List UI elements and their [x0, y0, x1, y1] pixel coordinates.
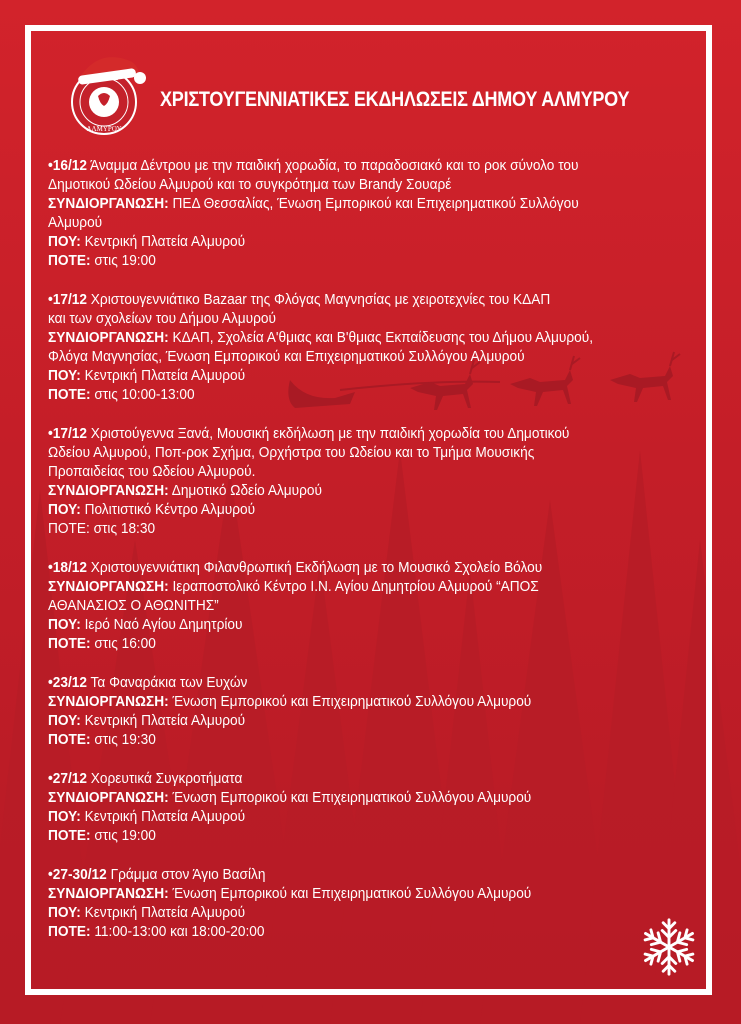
event-title-line — [48, 310, 675, 329]
event-organizer-line — [48, 789, 675, 808]
event-item — [48, 770, 708, 846]
event-title: Χορευτικά Συγκροτήματα — [87, 771, 243, 787]
where-label: ΠΟΥ: — [48, 502, 81, 518]
when-text: στις 10:00-13:00 — [90, 387, 195, 403]
event-where-line — [48, 367, 675, 386]
event-title-line — [48, 425, 675, 444]
event-organizer-line — [48, 195, 675, 214]
event-date: •27/12 — [48, 771, 88, 787]
event-organizer-line — [48, 348, 675, 367]
where-label: ΠΟΥ: — [48, 809, 81, 825]
where-text: Κεντρική Πλατεία Αλμυρού — [80, 713, 246, 729]
where-label: ΠΟΥ: — [48, 234, 81, 250]
event-organizer-line — [48, 578, 675, 597]
event-item — [48, 291, 708, 405]
event-where-line — [48, 904, 675, 923]
org-label: ΣΥΝΔΙΟΡΓΑΝΩΣΗ: — [48, 330, 169, 346]
event-organizer-line — [48, 329, 675, 348]
event-title: Γράμμα στον Άγιο Βασίλη — [106, 867, 266, 883]
event-when-line — [48, 520, 675, 539]
event-title: Τα Φαναράκια των Ευχών — [87, 675, 248, 691]
event-title: Προπαιδείας του Ωδείου Αλμυρού. — [48, 464, 256, 480]
event-title: και των σχολείων του Δήμου Αλμυρού — [48, 311, 277, 327]
where-text: Κεντρική Πλατεία Αλμυρού — [80, 905, 246, 921]
event-where-line — [48, 501, 675, 520]
event-item — [48, 866, 708, 942]
event-title-line — [48, 559, 675, 578]
event-organizer-line — [48, 885, 675, 904]
when-label: ΠΟΤΕ: — [48, 387, 91, 403]
logo-bottom-text: ΑΛΜΥΡΟΥ — [86, 125, 122, 133]
where-text: Κεντρική Πλατεία Αλμυρού — [80, 368, 246, 384]
events-list — [48, 157, 708, 962]
event-title-line — [48, 866, 675, 885]
event-item — [48, 674, 708, 750]
event-when-line — [48, 923, 675, 942]
org-text: ΚΔΑΠ, Σχολεία Α'θμιας και Β'θμιας Εκπαίδευσης του Δήμου Αλμυρού, — [168, 330, 594, 346]
when-text: στις 19:00 — [90, 253, 156, 269]
event-where-line — [48, 712, 675, 731]
event-date: •18/12 — [48, 560, 88, 576]
page-title: ΧΡΙΣΤΟΥΓΕΝΝΙΑΤΙΚΕΣ ΕΚΔΗΛΩΣΕΙΣ ΔΗΜΟΥ ΑΛΜΥΡΟΥ — [160, 88, 630, 111]
when-label: ΠΟΤΕ: — [48, 636, 91, 652]
org-text: Φλόγα Μαγνησίας, Ένωση Εμπορικού και Επιχειρηματικού Συλλόγου Αλμυρού — [48, 349, 525, 365]
where-label: ΠΟΥ: — [48, 368, 81, 384]
org-text: Ένωση Εμπορικού και Επιχειρηματικού Συλλόγου Αλμυρού — [168, 790, 532, 806]
event-title-line — [48, 176, 675, 195]
org-text: Ένωση Εμπορικού και Επιχειρηματικού Συλλόγου Αλμυρού — [168, 886, 532, 902]
where-text: Πολιτιστικό Κέντρο Αλμυρού — [80, 502, 256, 518]
when-text: 11:00-13:00 και 18:00-20:00 — [90, 924, 265, 940]
where-label: ΠΟΥ: — [48, 617, 81, 633]
when-label: ΠΟΤΕ: — [48, 521, 90, 537]
event-organizer-line — [48, 597, 675, 616]
org-text: Δημοτικό Ωδείο Αλμυρού — [168, 483, 323, 499]
event-organizer-line — [48, 214, 675, 233]
org-text: ΑΘΑΝΑΣΙΟΣ Ο ΑΘΩΝΙΤΗΣ” — [48, 598, 219, 614]
when-label: ΠΟΤΕ: — [48, 253, 91, 269]
event-title: Δημοτικού Ωδείου Αλμυρού και το συγκρότημα των Brandy Σουαρέ — [48, 177, 452, 193]
event-organizer-line — [48, 482, 675, 501]
when-text: στις 18:30 — [89, 521, 156, 537]
when-text: στις 19:30 — [90, 732, 156, 748]
event-where-line — [48, 616, 675, 635]
event-date: •16/12 — [48, 158, 88, 174]
event-item — [48, 157, 708, 271]
org-label: ΣΥΝΔΙΟΡΓΑΝΩΣΗ: — [48, 790, 169, 806]
where-text: Κεντρική Πλατεία Αλμυρού — [80, 809, 246, 825]
event-title-line — [48, 770, 675, 789]
event-title: Χριστούγεννα Ξανά, Μουσική εκδήλωση με την παιδική χορωδία του Δημοτικού — [87, 426, 570, 442]
event-when-line — [48, 827, 675, 846]
when-label: ΠΟΤΕ: — [48, 924, 91, 940]
where-text: Κεντρική Πλατεία Αλμυρού — [80, 234, 246, 250]
event-when-line — [48, 386, 675, 405]
org-label: ΣΥΝΔΙΟΡΓΑΝΩΣΗ: — [48, 579, 169, 595]
event-title-line — [48, 674, 675, 693]
event-title: Χριστουγεννιάτικο Bazaar της Φλόγας Μαγνησίας με χειροτεχνίες του ΚΔΑΠ — [87, 292, 551, 308]
event-when-line — [48, 252, 675, 271]
org-text: ΠΕΔ Θεσσαλίας, Ένωση Εμπορικού και Επιχειρηματικού Συλλόγου — [168, 196, 579, 212]
where-text: Ιερό Ναό Αγίου Δημητρίου — [80, 617, 243, 633]
event-organizer-line — [48, 693, 675, 712]
when-label: ΠΟΤΕ: — [48, 732, 91, 748]
when-label: ΠΟΤΕ: — [48, 828, 91, 844]
event-date: •23/12 — [48, 675, 88, 691]
org-label: ΣΥΝΔΙΟΡΓΑΝΩΣΗ: — [48, 483, 169, 499]
event-date: •27-30/12 — [48, 867, 107, 883]
event-where-line — [48, 233, 675, 252]
event-title-line — [48, 463, 675, 482]
snowflake-icon — [638, 916, 700, 978]
when-text: στις 16:00 — [90, 636, 156, 652]
org-label: ΣΥΝΔΙΟΡΓΑΝΩΣΗ: — [48, 694, 169, 710]
event-date: •17/12 — [48, 426, 88, 442]
event-title: Ωδείου Αλμυρού, Ποπ-ροκ Σχήμα, Ορχήστρα του Ωδείου και το Τμήμα Μουσικής — [48, 445, 535, 461]
event-title: Χριστουγεννιάτικη Φιλανθρωπική Εκδήλωση με το Μουσικό Σχολείο Βόλου — [87, 560, 543, 576]
event-item — [48, 559, 708, 654]
municipality-logo — [68, 50, 148, 140]
event-title-line — [48, 157, 675, 176]
event-title: Άναμμα Δέντρου με την παιδική χορωδία, το παραδοσιακό και το ροκ σύνολο του — [87, 158, 579, 174]
when-text: στις 19:00 — [90, 828, 156, 844]
event-item — [48, 425, 708, 539]
org-text: Ιεραποστολικό Κέντρο Ι.Ν. Αγίου Δημητρίου Αλμυρού “ΑΠΟΣ — [168, 579, 539, 595]
where-label: ΠΟΥ: — [48, 905, 81, 921]
event-title-line — [48, 291, 675, 310]
where-label: ΠΟΥ: — [48, 713, 81, 729]
event-when-line — [48, 635, 675, 654]
event-title-line — [48, 444, 675, 463]
org-label: ΣΥΝΔΙΟΡΓΑΝΩΣΗ: — [48, 886, 169, 902]
org-label: ΣΥΝΔΙΟΡΓΑΝΩΣΗ: — [48, 196, 169, 212]
org-text: Ένωση Εμπορικού και Επιχειρηματικού Συλλόγου Αλμυρού — [168, 694, 532, 710]
event-date: •17/12 — [48, 292, 88, 308]
org-text: Αλμυρού — [48, 215, 103, 231]
event-where-line — [48, 808, 675, 827]
event-when-line — [48, 731, 675, 750]
